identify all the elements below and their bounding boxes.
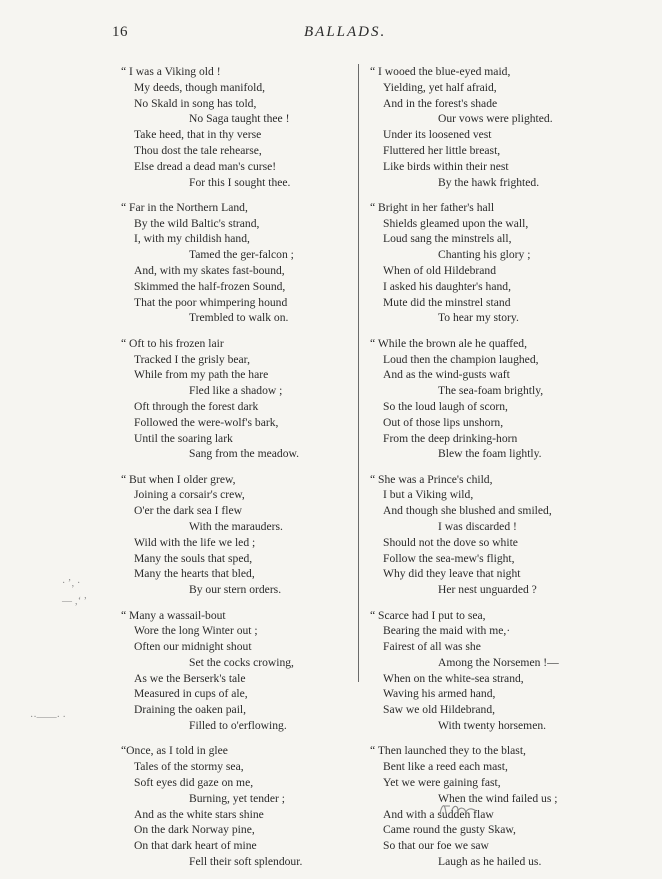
stanza [370, 472, 622, 598]
verse-line: I but a Viking wild, [383, 488, 474, 502]
verse-line: And in the forest's shade [383, 96, 498, 110]
verse-line: No Skald in song has told, [134, 96, 257, 110]
left-column [121, 64, 349, 879]
verse-line: Out of those lips unshorn, [383, 415, 504, 429]
verse-line: When on the white-sea strand, [383, 671, 524, 685]
verse-line: Fled like a shadow ; [189, 384, 283, 398]
verse-line: The sea-foam brightly, [438, 384, 544, 398]
verse-line: Yielding, yet half afraid, [383, 80, 497, 94]
verse-line: I was discarded ! [438, 520, 517, 534]
margin-smudge: · ’‚ · [62, 578, 81, 589]
verse-line: Take heed, that in thy verse [134, 128, 262, 142]
verse-line: Yet we were gaining fast, [383, 775, 501, 789]
verse-line: While from my path the hare [134, 368, 269, 382]
verse-line: Among the Norsemen !— [438, 655, 559, 669]
verse-line: Wild with the life we led ; [134, 535, 256, 549]
stanza [121, 743, 349, 869]
verse-line: “ She was a Prince's child, [370, 472, 493, 486]
verse-line: So the loud laugh of scorn, [383, 399, 508, 413]
column-divider [358, 64, 359, 682]
verse-line: To hear my story. [438, 311, 519, 325]
margin-smudge: — ‚‘ ’ [62, 596, 87, 607]
verse-line: Oft through the forest dark [134, 399, 259, 413]
stanza [121, 336, 349, 462]
verse-line: By our stern orders. [189, 583, 282, 597]
verse-line: “ Scarce had I put to sea, [370, 608, 486, 622]
verse-line: Should not the dove so white [383, 535, 518, 549]
verse-line: Until the soaring lark [134, 431, 233, 445]
stanza [121, 200, 349, 326]
verse-line: By the hawk frighted. [438, 175, 540, 189]
verse-line: Follow the sea-mew's flight, [383, 551, 515, 565]
stanza [121, 64, 349, 190]
verse-line: And as the wind-gusts waft [383, 368, 510, 382]
verse-line: And though she blushed and smiled, [383, 504, 552, 518]
verse-line: Blew the foam lightly. [438, 447, 542, 461]
verse-line: Measured in cups of ale, [134, 687, 248, 701]
verse-line: With twenty horsemen. [438, 719, 547, 733]
verse-line: O'er the dark sea I flew [134, 504, 242, 518]
verse-line: Shields gleamed upon the wall, [383, 216, 529, 230]
stanza [370, 200, 622, 326]
verse-line: I asked his daughter's hand, [383, 279, 511, 293]
verse-line: Mute did the minstrel stand [383, 295, 511, 309]
verse-line: “ Then launched they to the blast, [370, 744, 526, 758]
verse-line: Bearing the maid with me,· [383, 624, 511, 638]
verse-line: “ While the brown ale he quaffed, [370, 336, 527, 350]
verse-line: My deeds, though manifold, [134, 80, 266, 94]
verse-line: Sang from the meadow. [189, 447, 300, 461]
verse-line: Came round the gusty Skaw, [383, 823, 516, 837]
verse-line: Wore the long Winter out ; [134, 624, 258, 638]
stanza [370, 336, 622, 462]
verse-line: “Once, as I told in glee [121, 744, 228, 758]
verse-line: I, with my childish hand, [134, 232, 250, 246]
verse-line: Followed the were-wolf's bark, [134, 415, 279, 429]
verse-line: No Saga taught thee ! [189, 112, 290, 126]
verse-line: Many the souls that sped, [134, 551, 253, 565]
verse-line: On the dark Norway pine, [134, 823, 255, 837]
verse-line: Bent like a reed each mast, [383, 760, 508, 774]
verse-line: Why did they leave that night [383, 567, 521, 581]
verse-line: When the wind failed us ; [438, 791, 558, 805]
verse-line: Her nest unguarded ? [438, 583, 537, 597]
verse-line: By the wild Baltic's strand, [134, 216, 260, 230]
verse-line: Burning, yet tender ; [189, 791, 285, 805]
verse-line: Fell their soft splendour. [189, 854, 303, 868]
stanza [121, 608, 349, 734]
verse-line: Thou dost the tale rehearse, [134, 143, 262, 157]
verse-line: On that dark heart of mine [134, 839, 257, 853]
verse-line: Loud sang the minstrels all, [383, 232, 512, 246]
verse-line: Under its loosened vest [383, 128, 492, 142]
verse-line: Saw we old Hildebrand, [383, 703, 496, 717]
verse-line: Tracked I the grisly bear, [134, 352, 250, 366]
verse-line: Many the hearts that bled, [134, 567, 255, 581]
verse-line: “ Bright in her father's hall [370, 200, 495, 214]
verse-line: With the marauders. [189, 520, 283, 534]
verse-line: When of old Hildebrand [383, 264, 497, 278]
verse-line: “ But when I older grew, [121, 472, 236, 486]
stanza [370, 743, 622, 869]
verse-line: Draining the oaken pail, [134, 703, 247, 717]
verse-line: Joining a corsair's crew, [134, 488, 245, 502]
verse-line: Loud then the champion laughed, [383, 352, 539, 366]
verse-line: Waving his armed hand, [383, 687, 496, 701]
verse-line: Fluttered her little breast, [383, 143, 501, 157]
verse-line: Set the cocks crowing, [189, 655, 294, 669]
margin-smudge: ··——· · [30, 712, 66, 723]
stanza [121, 472, 349, 598]
verse-line: “ Oft to his frozen lair [121, 336, 224, 350]
verse-line: So that our foe we saw [383, 839, 489, 853]
verse-line: “ Many a wassail-bout [121, 608, 226, 622]
verse-line: Soft eyes did gaze on me, [134, 775, 254, 789]
verse-line: Else dread a dead man's curse! [134, 159, 277, 173]
running-title: BALLADS. [304, 24, 387, 40]
verse-line: Laugh as he hailed us. [438, 854, 542, 868]
verse-line: Tales of the stormy sea, [134, 760, 244, 774]
handwritten-mark [436, 794, 482, 818]
stanza [370, 64, 622, 190]
verse-line: That the poor whimpering hound [134, 295, 288, 309]
page-number: 16 [112, 24, 128, 40]
verse-line: “ I was a Viking old ! [121, 65, 221, 78]
verse-line: From the deep drinking-horn [383, 431, 518, 445]
verse-line: As we the Berserk's tale [134, 671, 246, 685]
right-column [370, 64, 622, 879]
verse-line: Skimmed the half-frozen Sound, [134, 279, 286, 293]
verse-line: Our vows were plighted. [438, 112, 553, 126]
verse-line: Often our midnight shout [134, 640, 252, 654]
verse-line: Like birds within their nest [383, 159, 509, 173]
verse-line: “ Far in the Northern Land, [121, 200, 248, 214]
verse-line: And as the white stars shine [134, 807, 264, 821]
verse-line: Filled to o'erflowing. [189, 719, 287, 733]
verse-line: “ I wooed the blue-eyed maid, [370, 65, 511, 78]
verse-line: And, with my skates fast-bound, [134, 264, 285, 278]
verse-line: Trembled to walk on. [189, 311, 289, 325]
verse-line: For this I sought thee. [189, 175, 291, 189]
stanza [370, 608, 622, 734]
verse-line: Chanting his glory ; [438, 248, 531, 262]
verse-line: And with a sudden flaw [383, 807, 494, 821]
verse-line: Tamed the ger-falcon ; [189, 248, 294, 262]
verse-line: Fairest of all was she [383, 640, 481, 654]
